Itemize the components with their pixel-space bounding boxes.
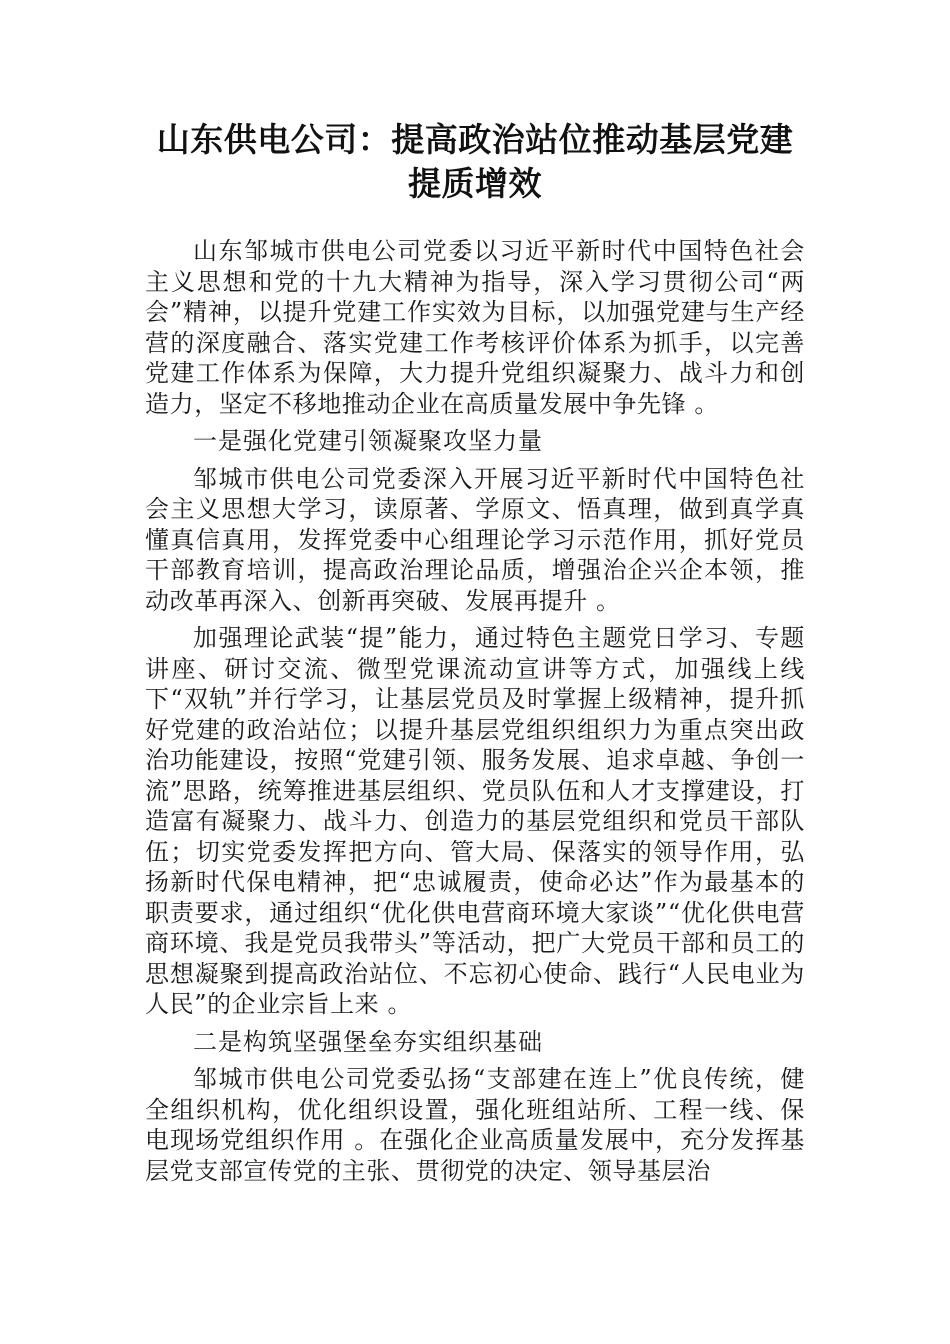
paragraph-theory: 加强理论武装“提”能力，通过特色主题党日学习、专题讲座、研讨交流、微型党课流动宣讲等方式，加强线上线下“双轨”并行学习，让基层党员及时掌握上级精神，提升抓好党建的政治站位；以提升基层党组织组织力为重点突出政治功能建设，按照“党建引领、服务发展、追求卓越、争创一流”思路，统筹推进基层组织、党员队伍和人才支撑建设，打造富有凝聚力、战斗力、创造力的基层党组织和党员干部队伍；切实党委发挥把方向、管大局、保落实的领导作用，弘扬新时代保电精神，把“忠诚履责，使命必达”作为最基本的职责要求，通过组织“优化供电营商环境大家谈”“优化供电营商环境、我是党员我带头”等活动，把广大党员干部和员工的思想凝聚到提高政治站位、不忘初心使命、践行“人民电业为人民”的企业宗旨上来 。: [145, 624, 805, 1018]
paragraph-study: 邹城市供电公司党委深入开展习近平新时代中国特色社会主义思想大学习，读原著、学原文、悟真理，做到真学真懂真信真用，发挥党委中心组理论学习示范作用，抓好党员干部教育培训，提高政治理论品质，增强治企兴企本领，推动改革再深入、创新再突破、发展再提升 。: [145, 464, 805, 615]
section-heading-1: 一是强化党建引领凝聚攻坚力量: [193, 427, 543, 455]
title-line-2: 提质增效: [408, 164, 542, 203]
document-page: [145, 118, 805, 1186]
title-line-1: 山东供电公司：提高政治站位推动基层党建: [156, 120, 794, 159]
paragraph-organization: 邹城市供电公司党委弘扬“支部建在连上”优良传统，健全组织机构，优化组织设置，强化班组站所、工程一线、保电现场党组织作用 。在强化企业高质量发展中，充分发挥基层党支部宣传党的主张、贯彻党的决定、领导基层治: [145, 1065, 805, 1185]
paragraph-intro: 山东邹城市供电公司党委以习近平新时代中国特色社会主义思想和党的十九大精神为指导，深入学习贯彻公司“两会”精神，以提升党建工作实效为目标，以加强党建与生产经营的深度融合、落实党建工作考核评价体系为抓手，以完善党建工作体系为保障，大力提升党组织凝聚力、战斗力和创造力，坚定不移地推动企业在高质量发展中争先锋 。: [145, 237, 805, 418]
document-title: [145, 118, 805, 206]
document-body: [145, 236, 805, 1186]
section-heading-2: 二是构筑坚强堡垒夯实组织基础: [193, 1027, 543, 1056]
